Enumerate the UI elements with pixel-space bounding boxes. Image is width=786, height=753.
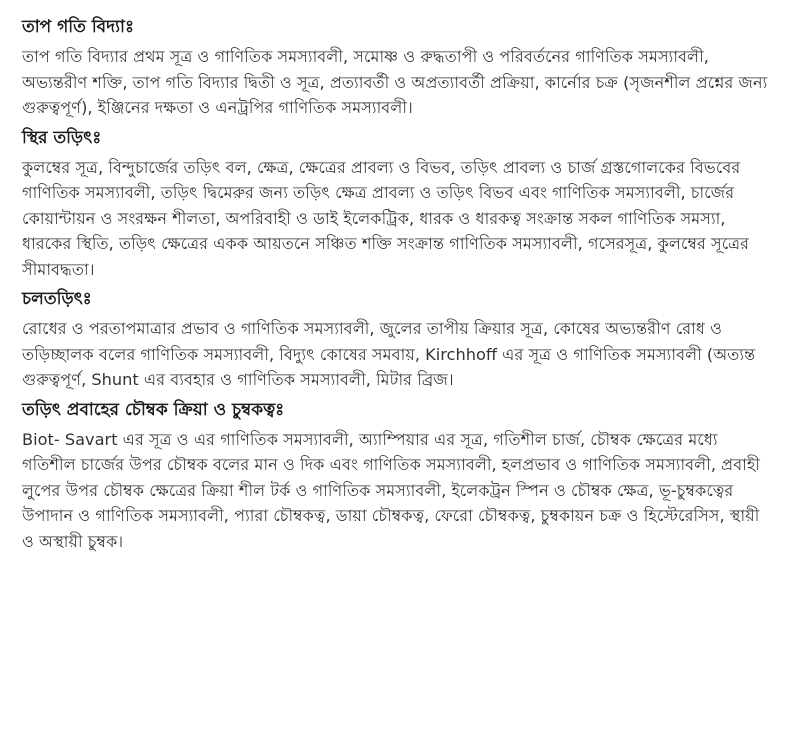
section-body-magnetism: Biot- Savart এর সূত্র ও এর গাণিতিক সমস্যাবলী, অ্যাম্পিয়ার এর সূত্র, গতিশীল চার্জ, চৌম্বক ক্ষেত্রের মধ্যে গতিশীল চার্জের উপর চৌম্বক বলের মান ও দিক এবং গাণিতিক সমস্যাবলী, হলপ্রভাব ও গাণিতিক সমস্যাবলী, প্রবাহী লুপের উপর চৌম্বক ক্ষেত্রের ক্রিয়া শীল টর্ক ও গাণিতিক সমস্যাবলী, ইলেকট্রন স্পিন ও চৌম্বক ক্ষেত্র, ভূ-চুম্বকত্বের উপাদান ও গাণিতিক সমস্যাবলী, প্যারা চৌম্বকত্ব, ডায়া চৌম্বকত্ব, ফেরো চৌম্বকত্ব, চুম্বকায়ন চক্র ও হিস্টেরেসিস, স্থায়ী ও অস্থায়ী চুম্বক। [22, 429, 761, 551]
section-thermodynamics [22, 14, 770, 121]
section-body-thermodynamics: তাপ গতি বিদ্যার প্রথম সূত্র ও গাণিতিক সমস্যাবলী, সমোষ্ণ ও রুদ্ধতাপী ও পরিবর্তনের গাণিতিক সমস্যাবলী, অভ্যন্তরীণ শক্তি, তাপ গতি বিদ্যার দ্বিতী ও সূত্র, প্রত্যাবর্তী ও অপ্রত্যাবর্তী প্রক্রিয়া, কার্নোর চক্র (সৃজনশীল প্রশ্নের জন্য গুরুত্বপূর্ণ), ইঞ্জিনের দক্ষতা ও এনট্রপির গাণিতিক সমস্যাবলী। [22, 47, 768, 117]
section-title-current-electricity: চলতড়িৎঃ [22, 289, 92, 309]
section-title-electrostatics: স্থির তড়িৎঃ [22, 127, 102, 148]
section-current-electricity [22, 286, 770, 393]
section-body-current-electricity: রোধের ও পরতাপমাত্রার প্রভাব ও গাণিতিক সমস্যাবলী, জুলের তাপীয় ক্রিয়ার সূত্র, কোষের অভ্যন্তরীণ রোধ ও তড়িচ্ছালক বলের গাণিতিক সমস্যাবলী, বিদ্যুৎ কোষের সমবায়, Kirchhoff এর সূত্র ও গাণিতিক সমস্যাবলী (অত্যন্ত গুরুত্বপূর্ণ, Shunt এর ব্যবহার ও গাণিতিক সমস্যাবলী, মিটার ব্রিজ। [22, 319, 756, 389]
section-body-electrostatics: কুলম্বের সূত্র, বিন্দুচার্জের তড়িৎ বল, ক্ষেত্র, ক্ষেত্রের প্রাবল্য ও বিভব, তড়িৎ প্রাবল্য ও চার্জ গ্রস্তগোলকের বিভবের গাণিতিক সমস্যাবলী, তড়িৎ দ্বিমেরুর জন্য তড়িৎ ক্ষেত্র প্রাবল্য ও তড়িৎ বিভব এবং গাণিতিক সমস্যাবলী, চার্জের কোয়ান্টায়ন ও সংরক্ষন শীলতা, অপরিবাহী ও ডাই ইলেকট্রিক, ধারক ও ধারকত্ব সংক্রান্ত সকল গাণিতিক সমস্যা, ধারকের স্থিতি, তড়িৎ ক্ষেত্রের একক আয়তনে সঞ্চিত শক্তি সংক্রান্ত গাণিতিক সমস্যাবলী, গসেরসূত্র, কুলম্বের সূত্রের সীমাবদ্ধতা। [22, 157, 750, 279]
section-title-magnetism: তড়িৎ প্রবাহের চৌম্বক ক্রিয়া ও চুম্বকত্বঃ [22, 399, 285, 420]
section-magnetism [22, 397, 770, 555]
section-electrostatics [22, 125, 770, 283]
section-title-thermodynamics: তাপ গতি বিদ্যাঃ [22, 17, 135, 37]
